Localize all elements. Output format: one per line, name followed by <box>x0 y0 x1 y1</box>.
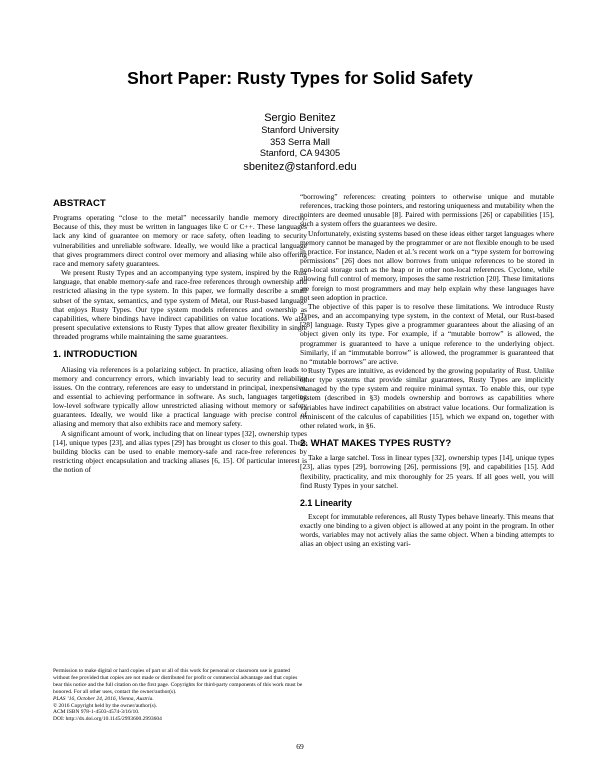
section-2-paragraph: Take a large satchel. Toss in linear types [32], ownership types [14], unique types [23], alias types [29], borrowing [26], permissions [9], and capabilities [15]. Add flexibility, practicality, and mix thoroughly for 25 years. If all goes well, you will find Rusty Types in your satchel. <box>300 453 554 490</box>
section-2-heading: 2. WHAT MAKES TYPES RUSTY? <box>300 438 452 450</box>
author-email[interactable]: sbenitez@stanford.edu <box>243 160 357 173</box>
author-affiliation: Stanford University <box>261 125 339 135</box>
doi-link[interactable]: DOI: http://dx.doi.org/10.1145/2993600.2993604 <box>53 716 162 723</box>
right-paragraph-2: The objective of this paper is to resolve these limitations. We introduce Rusty Types, and an accompanying type system, in the context of Metal, our Rust-based [28] language. Rusty Types give a programmer guarantees about the aliasing of an object given only its type. For example, if a “mutable borrow” is allowed, the programmer is guaranteed to have a unique reference to the underlying object. Similarly, if an “immutable borrow” is allowed, the programmer is guaranteed that no “mutable borrows” are active. <box>300 301 554 366</box>
left-column <box>53 199 307 474</box>
venue-line: PLAS ’16, October 24, 2016, Vienna, Austria. <box>53 695 154 702</box>
abstract-heading: ABSTRACT <box>53 198 106 209</box>
intro-paragraph-1: Aliasing via references is a polarizing subject. In practice, aliasing often leads to memory and concurrency errors, which invariably lead to security and reliability issues. On the contrary, references are easy to understand in principal, inexpensive, and essential to achieving performance in software. As such, languages targeting low-level software typically allow unrestricted aliasing without memory or safety guarantees. Ideally, we would like a practical language with precise control of aliasing and memory that also exhibits race and memory safety. <box>53 364 307 429</box>
right-paragraph-3: Rusty Types are intuitive, as evidenced by the growing popularity of Rust. Unlike other type systems that provide similar guarantees, Rusty Types are implicitly managed by the type system and require minimal syntax. To enable this, our type system (described in §3) models ownership and borrows as capabilities where variables have indirect capabilities on abstract value locations. Our formalization is reminiscent of the calculus of capabilities [15], which we expand on, together with other related work, in §6. <box>300 365 554 430</box>
right-paragraph-1: Unfortunately, existing systems based on these ideas either target languages where memory cannot be managed by the programmer or are not flexible enough to be used in practice. For instance, Naden et al.’s recent work on a “type system for borrowing permissions” [26] does not allow borrows from unique references to be stored in non-local storage such as the heap or in other non-local references. Cyclone, while allowing full control of memory, imposes the same restriction [20]. These limitations are foreign to most programmers and may help explain why these languages have not seen adoption in practice. <box>300 228 554 302</box>
footnote-block <box>53 668 307 723</box>
copyright-line: © 2016 Copyright held by the owner/author(s). <box>53 702 157 709</box>
paper-title: Short Paper: Rusty Types for Solid Safety <box>127 68 473 88</box>
isbn-line: ACM ISBN 978-1-4503-4574-3/16/10. <box>53 709 140 716</box>
author-name: Sergio Benitez <box>264 112 336 124</box>
introduction-heading: 1. INTRODUCTION <box>53 349 138 361</box>
intro-paragraph-2: A significant amount of work, including that on linear types [32], ownership types [14], unique types [23], and alias types [29] has brought us closer to this goal. These building blocks can be used to enable memory-safe and race-free references by restricting object encapsulation and tracking aliases [6, 15]. Of particular interest is the notion of <box>53 428 307 475</box>
right-column <box>300 192 554 549</box>
linearity-paragraph: Except for immutable references, all Rusty Types behave linearly. This means that exactly one binding to a given object is allowed at any point in the program. In other words, variables may not actively alias the same object. When a binding attempts to alias an object using an existing vari- <box>300 512 554 549</box>
abstract-paragraph-1: Programs operating “close to the metal” necessarily handle memory directly. Because of this, they must be written in languages like C or C++. These languages lack any kind of guarantee on memory or race safety, often leading to security vulnerabilities and unreliable software. Ideally, we would like a practical language that gives programmers direct control over memory and aliasing while also offering race and memory safety guarantees. <box>53 213 307 268</box>
right-paragraph-0: “borrowing” references: creating pointers to otherwise unique and mutable references, tracking those pointers, and restoring uniqueness and mutability when the pointers are deemed unusable [8]. Paired with permissions [26] or capabilities [15], such a system offers the guarantees we desire. <box>300 192 554 229</box>
abstract-paragraph-2: We present Rusty Types and an accompanying type system, inspired by the Rust language, that enable memory-safe and race-free references through ownership and restricted aliasing in the type system. In this paper, we formally describe a small subset of the syntax, semantics, and type system of Metal, our Rust-based language that enjoys Rusty Types. Our type system models references and ownership as capabilities, where bindings have indirect capabilities on value locations. We also present speculative extensions to Rusty Types that allow greater flexibility in single threaded programs while maintaining the same guarantees. <box>53 268 307 342</box>
permission-notice: Permission to make digital or hard copies of part or all of this work for personal or classroom use is granted without fee provided that copies are not made or distributed for profit or commercial advantage and that copies bear this notice and the full citation on the first page. Copyrights for third-party components of this work must be honored. For all other uses, contact the owner/author(s). <box>53 668 303 695</box>
author-block <box>0 111 600 174</box>
subsection-2-1-heading: 2.1 Linearity <box>300 497 352 508</box>
author-address-line2: Stanford, CA 94305 <box>259 148 341 159</box>
author-address-line1: 353 Serra Mall <box>270 136 330 147</box>
page-number: 69 <box>296 742 304 751</box>
